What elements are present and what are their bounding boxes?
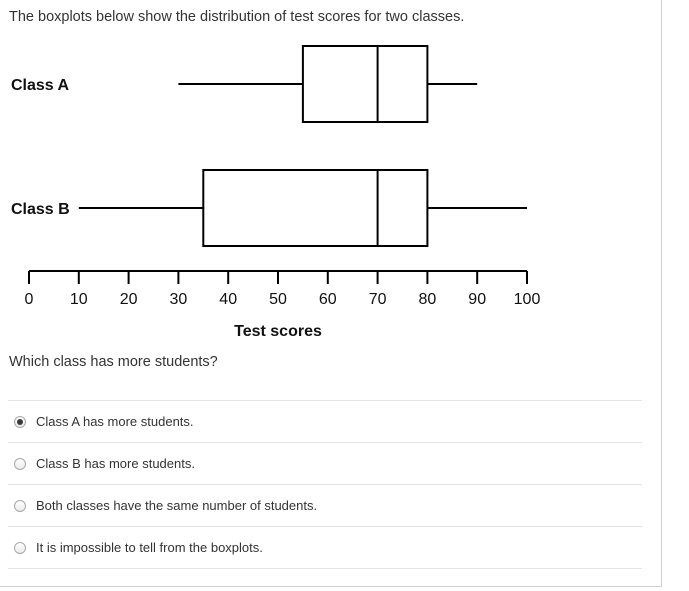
boxplot-class-a	[11, 46, 477, 122]
choice-label: Class B has more students.	[36, 456, 195, 471]
choice-impossible[interactable]	[8, 527, 642, 569]
x-tick-label: 70	[368, 291, 387, 308]
x-tick-label: 40	[219, 291, 238, 308]
box	[203, 170, 427, 246]
radio-button[interactable]	[14, 542, 26, 554]
x-tick-label: 20	[119, 291, 138, 308]
x-tick-label: 0	[24, 291, 34, 308]
choice-class-b[interactable]	[8, 443, 642, 485]
x-tick-label: 60	[318, 291, 337, 308]
series-label: Class A	[11, 77, 70, 94]
intro-text: The boxplots below show the distribution of test scores for two classes.	[9, 9, 465, 25]
radio-button[interactable]	[14, 458, 26, 470]
boxplot-class-b	[11, 170, 527, 246]
choice-same-number[interactable]	[8, 485, 642, 527]
x-tick-label: 90	[468, 291, 487, 308]
box	[303, 46, 428, 122]
choice-class-a[interactable]	[8, 401, 642, 443]
x-tick-label: 80	[418, 291, 437, 308]
choice-label: Both classes have the same number of students.	[36, 498, 318, 513]
radio-button[interactable]	[14, 416, 26, 428]
x-tick-label: 10	[69, 291, 88, 308]
x-tick-label: 50	[269, 291, 287, 308]
series-label: Class B	[11, 201, 70, 218]
boxplot-figure	[0, 30, 600, 350]
x-axis-label: Test scores	[234, 323, 322, 340]
x-tick-label: 30	[169, 291, 188, 308]
choice-label: It is impossible to tell from the boxplots.	[36, 540, 263, 555]
choice-label: Class A has more students.	[36, 414, 194, 429]
question-text: Which class has more students?	[9, 354, 218, 370]
x-tick-label: 100	[513, 291, 541, 308]
answer-choices	[8, 400, 642, 569]
radio-button[interactable]	[14, 500, 26, 512]
